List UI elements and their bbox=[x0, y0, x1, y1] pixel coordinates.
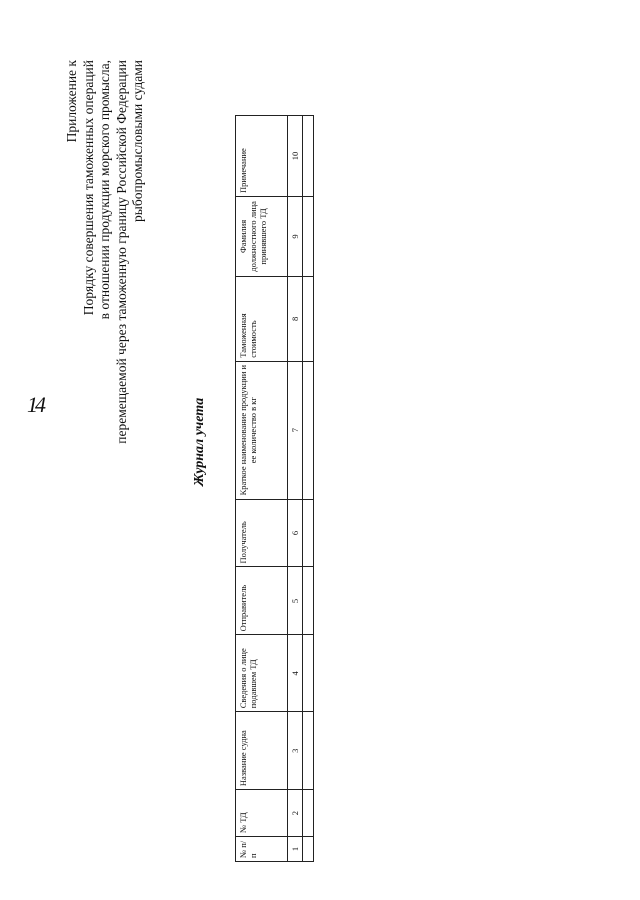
col-number: 9 bbox=[288, 196, 303, 276]
col-header-declarant-info: Сведения о лице подавшем ТД bbox=[236, 635, 288, 712]
col-number: 3 bbox=[288, 712, 303, 790]
appendix-line: в отношении продукции морского промысла, bbox=[97, 60, 112, 320]
empty-cell bbox=[303, 196, 314, 276]
appendix-line: рыбопромысловыми судами bbox=[130, 60, 145, 222]
appendix-line: Порядку совершения таможенных операций bbox=[80, 60, 96, 316]
empty-cell bbox=[303, 361, 314, 499]
number-row bbox=[288, 116, 303, 862]
empty-row bbox=[303, 116, 314, 862]
appendix-line: перемещаемой через таможенную границу Российской Федерации bbox=[113, 60, 129, 444]
empty-cell bbox=[303, 837, 314, 862]
empty-cell bbox=[303, 790, 314, 837]
empty-cell bbox=[303, 116, 314, 197]
col-number: 10 bbox=[288, 116, 303, 197]
page-number: 14 bbox=[27, 392, 43, 417]
col-number: 4 bbox=[288, 635, 303, 712]
col-number: 1 bbox=[288, 837, 303, 862]
col-header-sender: Отправитель bbox=[236, 567, 288, 635]
empty-cell bbox=[303, 635, 314, 712]
col-number: 2 bbox=[288, 790, 303, 837]
appendix-header bbox=[64, 60, 147, 520]
col-header-customs-value: Таможенная стоимость bbox=[236, 276, 288, 361]
col-header-td-number: № ТД bbox=[236, 790, 288, 837]
col-header-notes: Примечание bbox=[236, 116, 288, 197]
empty-cell bbox=[303, 712, 314, 790]
col-header-product: Краткое наименование продукции и ее количество в кг bbox=[236, 361, 288, 499]
col-number: 6 bbox=[288, 499, 303, 567]
col-header-officer: Фамилия должностного лица принявшего ТД bbox=[236, 196, 288, 276]
empty-cell bbox=[303, 276, 314, 361]
col-number: 5 bbox=[288, 567, 303, 635]
col-number: 7 bbox=[288, 361, 303, 499]
journal-title: Журнал учета bbox=[192, 397, 207, 487]
appendix-line: Приложение к bbox=[64, 60, 79, 143]
header-row bbox=[236, 116, 288, 862]
col-header-row-number: № п/п bbox=[236, 837, 288, 862]
col-header-recipient: Получатель bbox=[236, 499, 288, 567]
empty-cell bbox=[303, 499, 314, 567]
journal-table bbox=[235, 115, 314, 862]
empty-cell bbox=[303, 567, 314, 635]
col-header-vessel-name: Название судна bbox=[236, 712, 288, 790]
col-number: 8 bbox=[288, 276, 303, 361]
